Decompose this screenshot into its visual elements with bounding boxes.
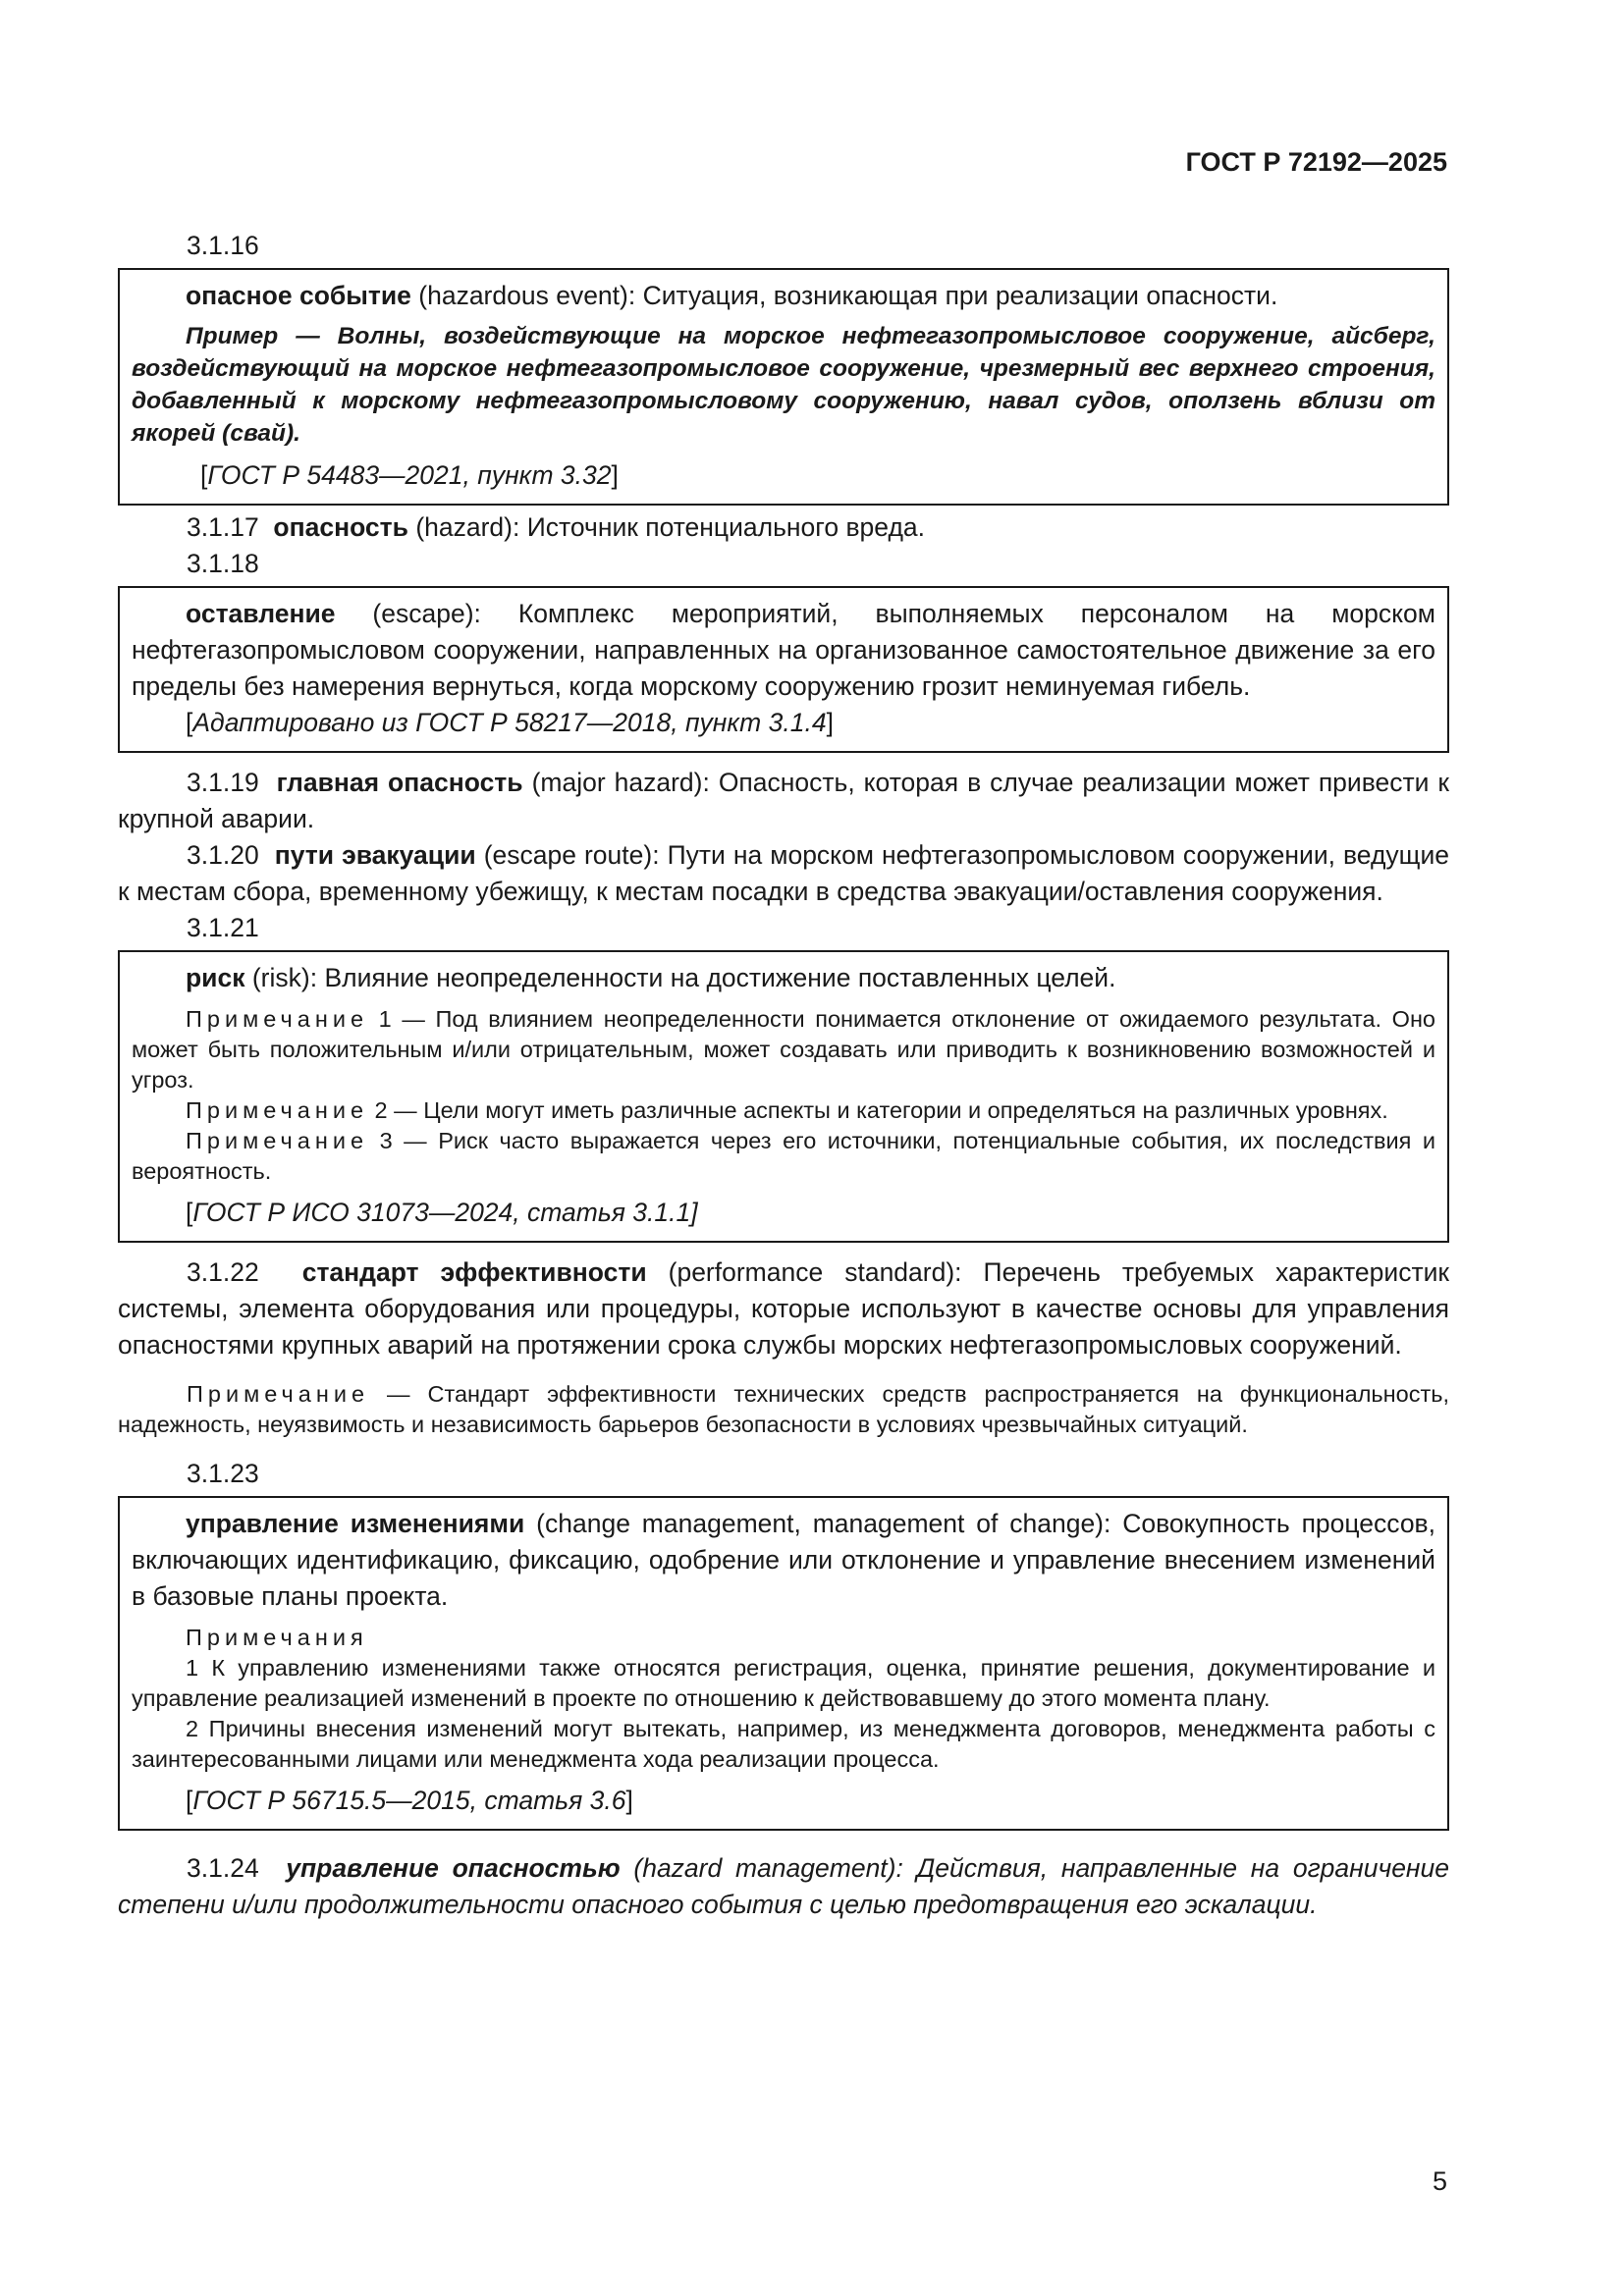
definition-text-3-1-18: Комплекс мероприятий, выполняемых персоналом на морском нефтегазопромысловом сооружении, направленных на организованное самостоятельное движение за его пределы без намерения вернуться, когда морскому сооружению грозит неминуемая гибель. [132,599,1435,701]
term-english-major-hazard: (major hazard): [522,768,710,797]
source-reference-3-1-16: [ГОСТ Р 54483—2021, пункт 3.32] [200,460,619,490]
term-english-hazardous-event: (hazardous event): [410,281,636,310]
definition-text-3-1-23: Совокупность процессов, включающих идентификацию, фиксацию, одобрение или отклонение и управление внесением изменений в базовые планы проекта. [132,1509,1435,1611]
note-label: Примечание [187,1381,370,1407]
clause-number-3-1-22: 3.1.22 [187,1257,259,1287]
note-label: Примечание [186,1097,369,1123]
definition-text-3-1-17: Источник потенциального вреда. [519,512,926,542]
definition-text-3-1-21: Влияние неопределенности на достижение поставленных целей. [317,963,1116,992]
term-english-change-management: (change management, management of change): [524,1509,1111,1538]
term-english-escape-route: (escape route): [475,840,660,870]
clause-number-3-1-20: 3.1.20 [187,840,259,870]
definition-text-3-1-22: Перечень требуемых характеристик системы, элемента оборудования или процедуры, которые используют в качестве основы для управления опасностями крупных аварий на протяжении срока службы морских нефтегазопромысловых сооружений. [118,1257,1449,1360]
definition-text-3-1-24: Действия, направленные на ограничение степени и/или продолжительности опасного события с целью предотвращения его эскалации. [118,1853,1449,1919]
note-1-3-1-23: 1 К управлению изменениями также относятся регистрация, оценка, принятие решения, документирование и управление реализацией изменений в проекте по отношению к действовавшему до этого момента плану. [132,1655,1435,1711]
definition-3-1-16 [132,278,1435,314]
notes-heading-3-1-23 [132,1623,1435,1653]
source-reference-3-1-18: [Адаптировано из ГОСТ Р 58217—2018, пункт 3.1.4] [186,708,834,737]
definition-3-1-18 [132,596,1435,705]
clause-number-3-1-21: 3.1.21 [187,913,259,942]
term-english-performance-standard: (performance standard): [646,1257,962,1287]
note-3-3-1-21 [132,1126,1435,1187]
note-text: 3 — Риск часто выражается через его источники, потенциальные события, их последствия и вероятность. [132,1128,1435,1184]
source-reference-3-1-23: [ГОСТ Р 56715.5—2015, статья 3.6] [186,1786,633,1815]
clause-number-3-1-24: 3.1.24 [187,1853,259,1883]
note-text: — Стандарт эффективности технических средств распространяется на функциональность, надежность, неуязвимость и независимость барьеров безопасности в условиях чрезвычайных ситуаций. [118,1381,1449,1437]
source-text-3-1-18: Адаптировано из ГОСТ Р 58217—2018, пункт 3.1.4 [192,708,827,737]
term-english-escape: (escape): [335,599,481,628]
example-label: Пример — [186,323,320,349]
note-1-3-1-21 [132,1004,1435,1095]
source-text-3-1-21: ГОСТ Р ИСО 31073—2024, статья 3.1.1] [192,1198,698,1227]
notes-label: Примечания [186,1625,368,1650]
term-english-hazard-management: (hazard management): [620,1853,903,1883]
note-label: Примечание [186,1128,369,1153]
term-english-hazard: (hazard): [407,512,520,542]
document-body [118,228,1449,1923]
definition-box-3-1-23 [118,1496,1449,1831]
term-escape-route: пути эвакуации [274,840,476,870]
example-text: Волны, воздействующие на морское нефтегазопромысловое сооружение, айсберг, воздействующий на морское нефтегазопромысловое сооружение, чрезмерный вес верхнего строения, добавленный к морскому нефтегазопромысловому сооружению, навал судов, оползень вблизи от якорей (свай). [132,323,1435,447]
term-performance-standard: стандарт эффективности [301,1257,647,1287]
source-text-3-1-23: ГОСТ Р 56715.5—2015, статья 3.6 [192,1786,626,1815]
note-3-1-22 [118,1379,1449,1440]
definition-3-1-20 [118,837,1449,910]
definition-text-3-1-16: Ситуация, возникающая при реализации опасности. [635,281,1278,310]
note-text: 1 — Под влиянием неопределенности понимается отклонение от ожидаемого результата. Оно может быть положительным и/или отрицательным, может создавать или приводить к возникновению возможностей и угроз. [132,1006,1435,1093]
definition-box-3-1-16 [118,268,1449,506]
term-risk: риск [186,963,245,992]
definition-text-3-1-19: Опасность, которая в случае реализации может привести к крупной аварии. [118,768,1449,833]
definition-box-3-1-18 [118,586,1449,753]
term-hazardous-event: опасное событие [186,281,411,310]
term-major-hazard: главная опасность [276,768,523,797]
clause-number-3-1-17: 3.1.17 [187,512,259,542]
term-hazard-management: управление опасностью [286,1853,621,1883]
definition-3-1-22 [118,1255,1449,1363]
source-text-3-1-16: ГОСТ Р 54483—2021, пункт 3.32 [207,460,612,490]
note-text: 2 — Цели могут иметь различные аспекты и категории и определяться на различных уровнях. [368,1097,1388,1123]
clause-number-3-1-23: 3.1.23 [187,1459,259,1488]
note-label: Примечание [186,1006,369,1032]
definition-3-1-21 [132,960,1435,996]
page-number: 5 [1432,2166,1447,2196]
definition-3-1-23 [132,1506,1435,1615]
note-2-3-1-21 [132,1095,1435,1126]
clause-number-3-1-19: 3.1.19 [187,768,259,797]
document-code-header: ГОСТ Р 72192—2025 [1185,147,1447,177]
note-2-3-1-23: 2 Причины внесения изменений могут вытекать, например, из менеджмента договоров, менеджмента работы с заинтересованными лицами или менеджмента хода реализации процесса. [132,1716,1435,1772]
term-hazard: опасность [273,512,408,542]
clause-number-3-1-18: 3.1.18 [187,549,259,578]
term-change-management: управление изменениями [186,1509,525,1538]
definition-3-1-24 [118,1850,1449,1923]
term-escape: оставление [186,599,336,628]
example-3-1-16 [132,320,1435,450]
clause-number-3-1-16: 3.1.16 [187,231,259,260]
definition-3-1-17 [118,509,1449,546]
definition-3-1-19 [118,765,1449,837]
definition-text-3-1-20: Пути на морском нефтегазопромысловом сооружении, ведущие к местам сбора, временному убежищу, к местам посадки в средства эвакуации/оставления сооружения. [118,840,1450,906]
definition-box-3-1-21 [118,950,1449,1243]
term-english-risk: (risk): [244,963,318,992]
source-reference-3-1-21: [ГОСТ Р ИСО 31073—2024, статья 3.1.1] [186,1198,698,1227]
